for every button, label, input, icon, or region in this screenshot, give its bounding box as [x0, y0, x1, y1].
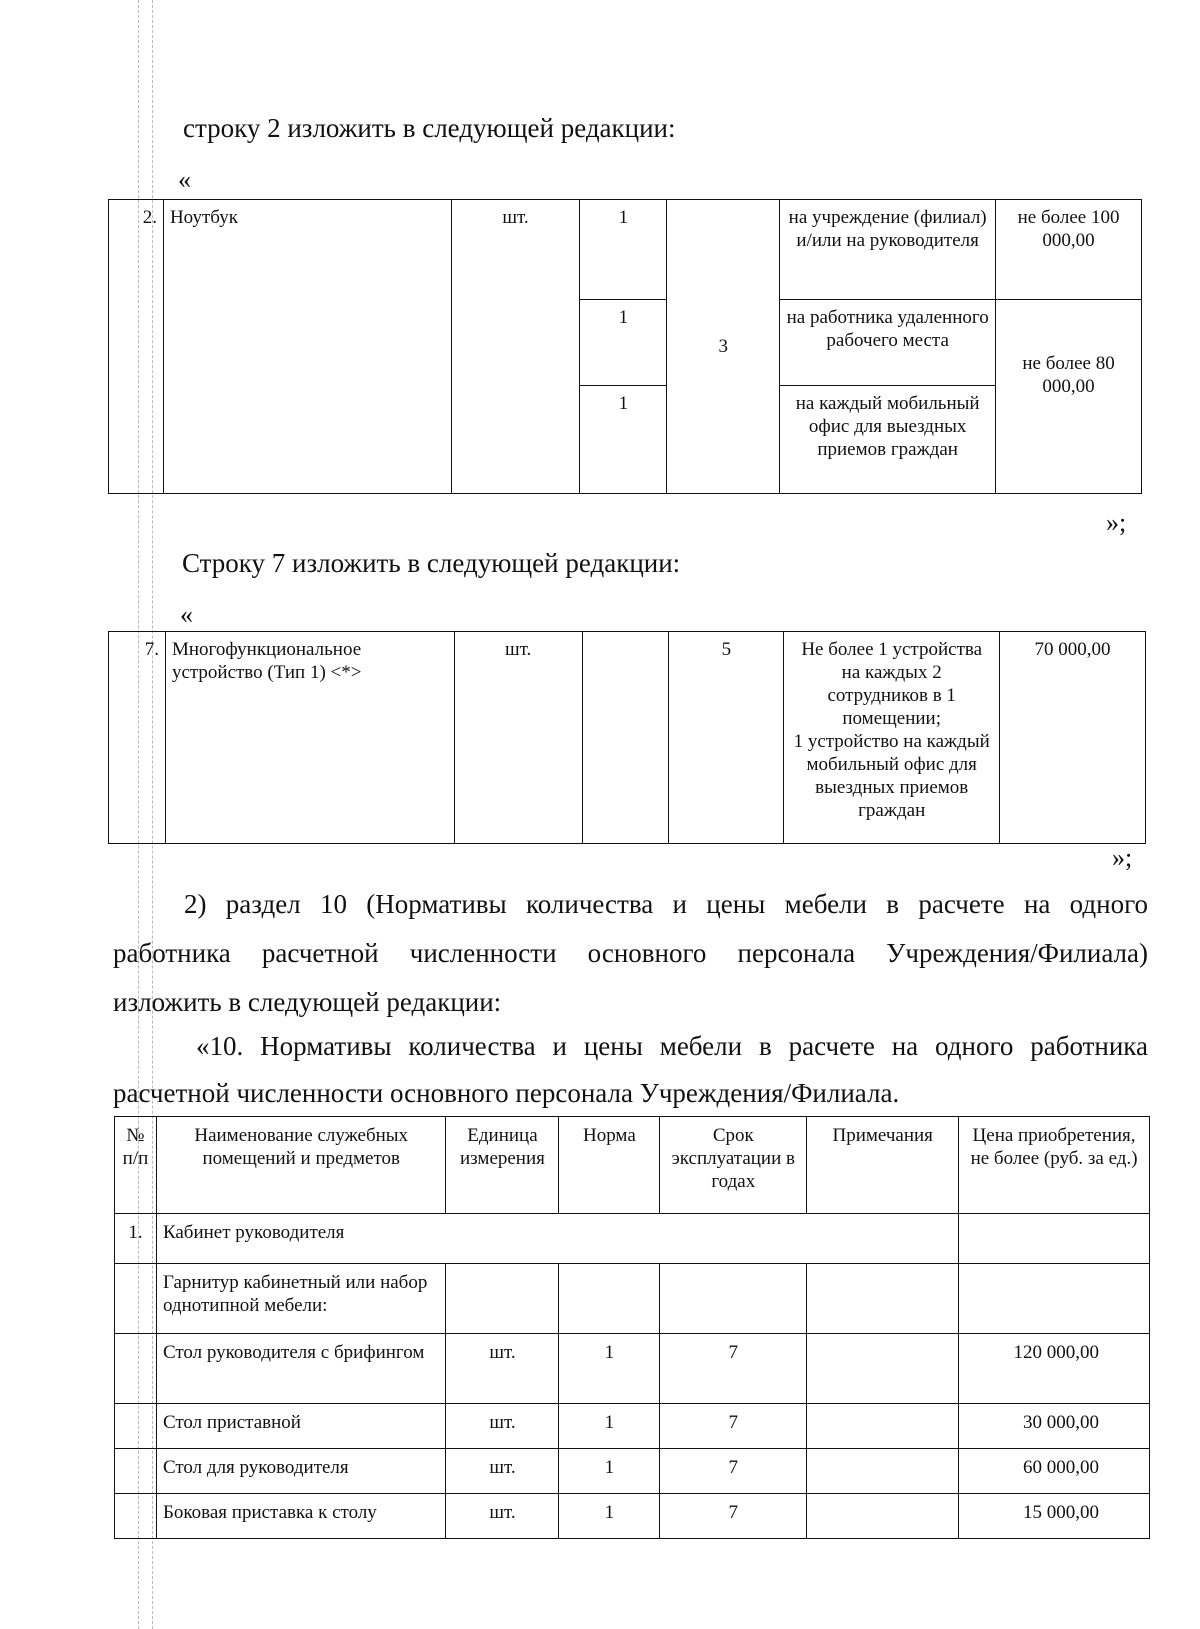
item-name: Многофункциональное устройство (Тип 1) <*> [165, 632, 454, 844]
unit-cell: шт. [454, 632, 582, 844]
empty-cell [559, 1264, 660, 1334]
table-row [115, 1404, 1150, 1449]
header-unit: Единица измерения [446, 1117, 559, 1214]
intro-row-2: строку 2 изложить в следующей редакции: [183, 113, 676, 143]
table-row [115, 1494, 1150, 1539]
price-cell: не более 100 000,00 [996, 200, 1142, 300]
paragraph-2-line: изложить в следующей редакции: [113, 987, 502, 1017]
table-row [115, 1334, 1150, 1404]
item-name: Стол приставной [156, 1404, 446, 1449]
term-cell: 7 [660, 1404, 807, 1449]
close-quote: »; [1112, 843, 1133, 872]
unit-cell: шт. [446, 1334, 559, 1404]
norm-cell: 1 [559, 1334, 660, 1404]
header-term: Срок эксплуатации в годах [660, 1117, 807, 1214]
note-line: Не более 1 устройства на каждых 2 сотрудников в 1 помещении; [801, 639, 983, 729]
unit-cell: шт. [446, 1404, 559, 1449]
unit-cell: шт. [446, 1449, 559, 1494]
note-cell: на каждый мобильный офис для выездных приемов граждан [780, 386, 996, 494]
note-cell [807, 1449, 959, 1494]
item-name: Стол руководителя с брифингом [156, 1334, 446, 1404]
note-cell [784, 632, 1000, 844]
price-cell: не более 80 000,00 [996, 300, 1142, 494]
unit-cell: шт. [446, 1494, 559, 1539]
mfd-table [108, 631, 1146, 844]
empty-cell [660, 1264, 807, 1334]
group-title: Гарнитур кабинетный или набор однотипной мебели: [156, 1264, 446, 1334]
table-row [115, 1449, 1150, 1494]
norm-cell: 1 [559, 1404, 660, 1449]
term-cell: 5 [669, 632, 784, 844]
note-cell [807, 1334, 959, 1404]
empty-cell [115, 1264, 157, 1334]
empty-cell [959, 1264, 1150, 1334]
close-quote: »; [1106, 508, 1127, 537]
qty-cell: 1 [580, 386, 667, 494]
section-10-title-line: «10. Нормативы количества и цены мебели в расчете на одного работника [196, 1031, 1148, 1061]
price-cell: 70 000,00 [1000, 632, 1146, 844]
laptop-table [108, 199, 1142, 494]
price-cell: 60 000,00 [959, 1449, 1150, 1494]
term-cell: 7 [660, 1334, 807, 1404]
empty-cell [115, 1494, 157, 1539]
section-num: 1. [115, 1214, 157, 1264]
term-cell: 7 [660, 1449, 807, 1494]
price-cell: 120 000,00 [959, 1334, 1150, 1404]
note-cell [807, 1494, 959, 1539]
norm-cell [582, 632, 669, 844]
empty-cell [959, 1214, 1150, 1264]
qty-cell: 1 [580, 200, 667, 300]
open-quote: « [178, 165, 191, 194]
header-name: Наименование служебных помещений и предметов [156, 1117, 446, 1214]
note-line: 1 устройство на каждый мобильный офис для выездных приемов граждан [793, 731, 990, 821]
open-quote: « [180, 600, 193, 629]
item-name: Ноутбук [163, 200, 451, 494]
header-num: № п/п [115, 1117, 157, 1214]
header-norm: Норма [559, 1117, 660, 1214]
header-price: Цена приобретения, не более (руб. за ед.) [959, 1117, 1150, 1214]
qty-cell: 1 [580, 300, 667, 386]
paragraph-2-line: 2) раздел 10 (Нормативы количества и цены мебели в расчете на одного [184, 889, 1148, 919]
total-qty-cell: 3 [667, 200, 780, 494]
paragraph-2-line: работника расчетной численности основного персонала Учреждения/Филиала) [113, 938, 1148, 968]
note-cell: на учреждение (филиал) и/или на руководителя [780, 200, 996, 300]
empty-cell [115, 1449, 157, 1494]
norm-cell: 1 [559, 1494, 660, 1539]
empty-cell [446, 1264, 559, 1334]
note-cell: на работника удаленного рабочего места [780, 300, 996, 386]
empty-cell [807, 1264, 959, 1334]
price-cell: 15 000,00 [959, 1494, 1150, 1539]
furniture-table [114, 1116, 1150, 1539]
section-title: Кабинет руководителя [156, 1214, 958, 1264]
row-number: 2. [109, 200, 164, 494]
intro-row-7: Строку 7 изложить в следующей редакции: [182, 548, 681, 578]
unit-cell: шт. [451, 200, 580, 494]
row-number: 7. [109, 632, 166, 844]
norm-cell: 1 [559, 1449, 660, 1494]
item-name: Боковая приставка к столу [156, 1494, 446, 1539]
price-cell: 30 000,00 [959, 1404, 1150, 1449]
empty-cell [115, 1404, 157, 1449]
term-cell: 7 [660, 1494, 807, 1539]
section-10-title-line: расчетной численности основного персонала Учреждения/Филиала. [113, 1078, 900, 1108]
header-notes: Примечания [807, 1117, 959, 1214]
note-cell [807, 1404, 959, 1449]
empty-cell [115, 1334, 157, 1404]
item-name: Стол для руководителя [156, 1449, 446, 1494]
